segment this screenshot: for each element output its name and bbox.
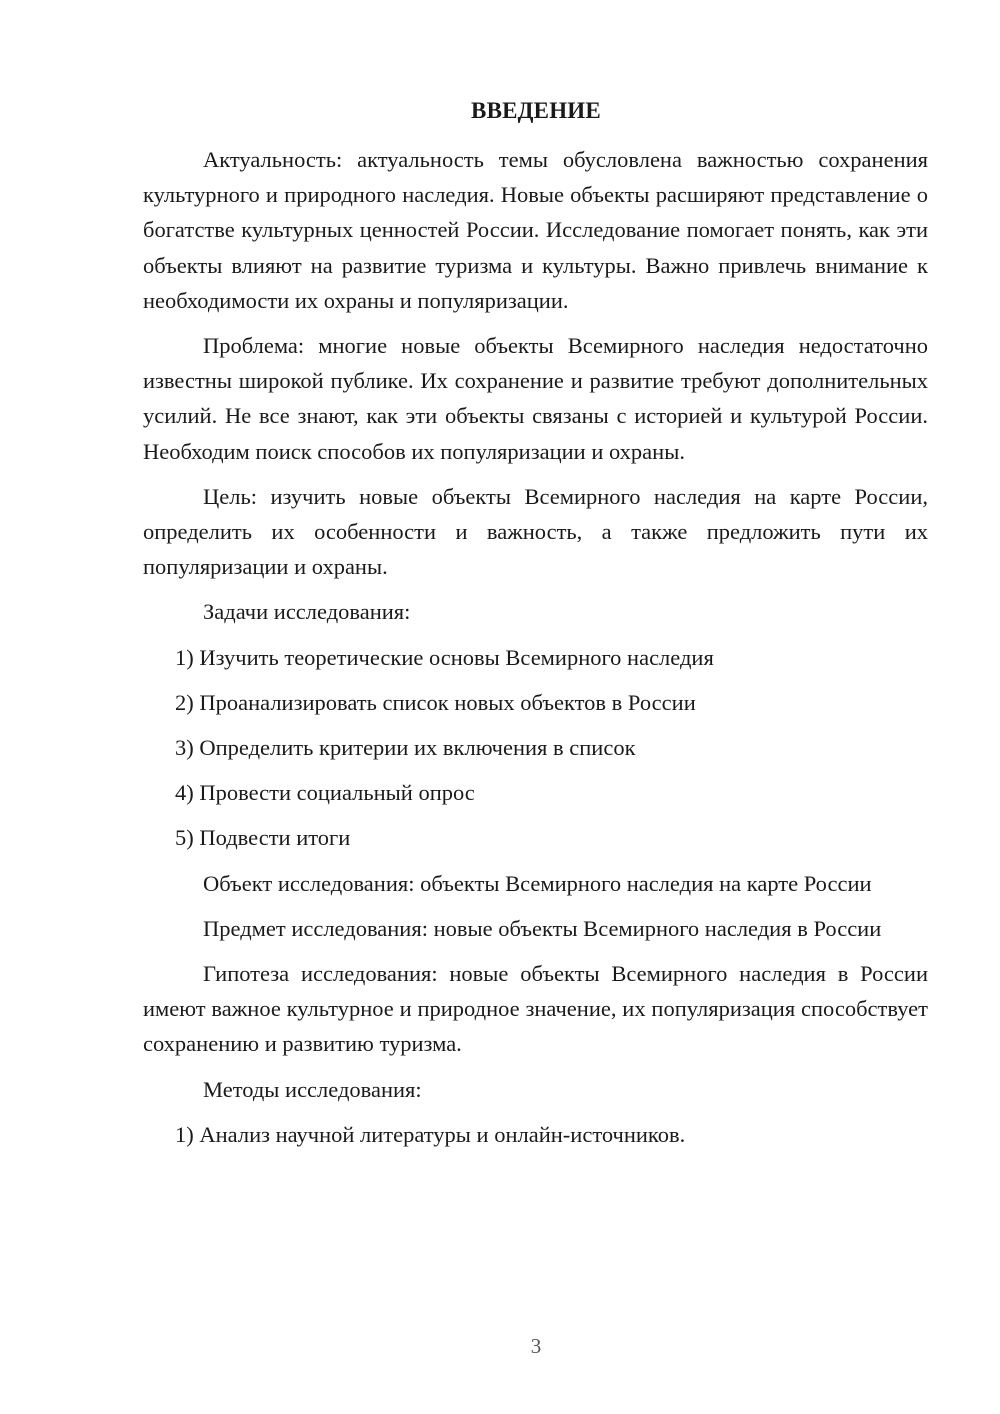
page-number: 3 [530,1334,542,1358]
list-item: 3) Определить критерии их включения в список [175,735,636,761]
list-item: 1) Изучить теоретические основы Всемирного наследия [175,644,714,670]
methods-label: Методы исследования: [203,1076,422,1102]
methods-list [143,1117,928,1152]
paragraph-subject: Предмет исследования: новые объекты Всемирного наследия в России [203,915,882,941]
page-title: ВВЕДЕНИЕ [471,98,601,123]
tasks-label: Задачи исследования: [203,599,411,625]
list-item: 4) Провести социальный опрос [175,780,475,806]
document-body [143,142,928,1162]
paragraph-hypothesis: Гипотеза исследования: новые объекты Всемирного наследия в России имеют важное культурное и природное значение, их популяризация способствует сохранению и развитию туризма. [143,961,928,1057]
paragraph-relevance: Актуальность: актуальность темы обусловлена важностью сохранения культурного и природного наследия. Новые объекты расширяют представление о богатстве культурных ценностей России. Исследование помогает понять, как эти объекты влияют на развитие туризма и культуры. Важно привлечь внимание к необходимости их охраны и популяризации. [143,147,928,313]
tasks-list [143,640,928,856]
paragraph-problem: Проблема: многие новые объекты Всемирного наследия недостаточно известны широкой публике. Их сохранение и развитие требуют дополнительных усилий. Не все знают, как эти объекты связаны с историей и культурой России. Необходим поиск способов их популяризации и охраны. [143,333,928,464]
paragraph-goal: Цель: изучить новые объекты Всемирного наследия на карте России, определить их особенности и важность, а также предложить пути их популяризации и охраны. [143,483,928,580]
paragraph-object: Объект исследования: объекты Всемирного наследия на карте России [203,870,872,896]
list-item: 5) Подвести итоги [175,825,351,851]
list-item: 2) Проанализировать список новых объектов в России [175,689,696,715]
list-item: 1) Анализ научной литературы и онлайн-источников. [175,1121,686,1147]
